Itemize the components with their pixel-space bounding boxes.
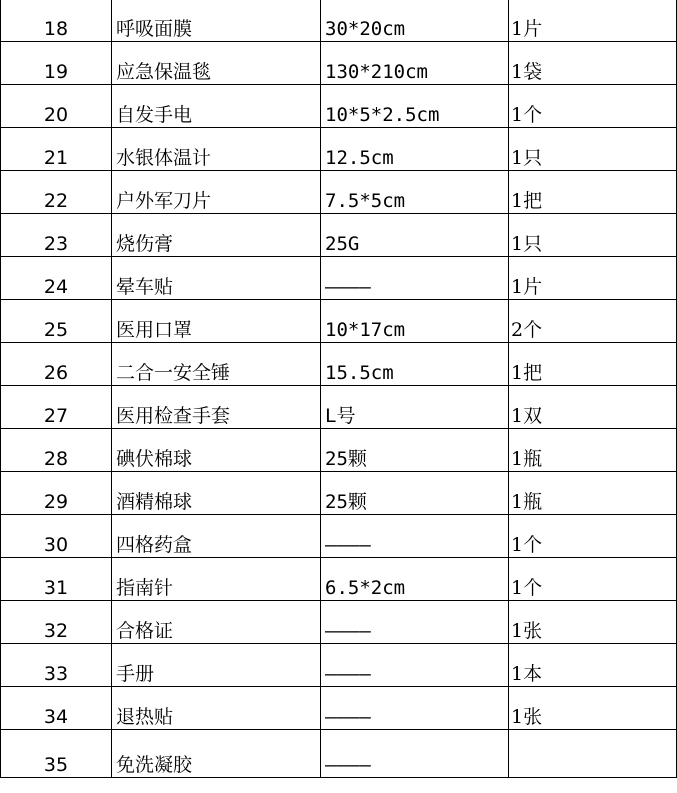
- item-number-cell: [1, 472, 112, 515]
- item-number: 33: [43, 663, 69, 685]
- item-spec: 7.5*5cm: [325, 190, 406, 212]
- item-name-cell: [112, 343, 321, 386]
- item-spec: 15.5cm: [325, 362, 394, 384]
- item-spec-cell: [321, 343, 509, 386]
- item-name: 手册: [116, 663, 155, 685]
- table-row: [1, 0, 677, 42]
- item-qty-cell: [509, 42, 677, 85]
- item-qty: 2个: [511, 319, 543, 341]
- item-name: 水银体温计: [116, 147, 212, 169]
- item-name: 医用口罩: [116, 319, 193, 341]
- item-spec-cell: [321, 429, 509, 472]
- item-table-body: [1, 0, 677, 778]
- item-name-cell: [112, 386, 321, 429]
- item-spec-cell: [321, 601, 509, 644]
- item-spec-cell: [321, 214, 509, 257]
- item-name: 合格证: [116, 620, 174, 642]
- table-row: [1, 644, 677, 687]
- item-spec: 10*17cm: [325, 319, 406, 341]
- item-spec: ————: [325, 620, 371, 642]
- item-qty-cell: [509, 257, 677, 300]
- table-row: [1, 429, 677, 472]
- item-number: 20: [43, 104, 69, 126]
- item-qty-cell: [509, 343, 677, 386]
- item-qty: 1个: [511, 534, 543, 556]
- item-qty: 1瓶: [511, 448, 543, 470]
- item-number: 24: [43, 276, 69, 298]
- item-qty: 1张: [511, 706, 543, 728]
- table-row: [1, 343, 677, 386]
- item-qty: 1个: [511, 577, 543, 599]
- item-spec-cell: [321, 257, 509, 300]
- item-number-cell: [1, 558, 112, 601]
- item-spec-cell: [321, 558, 509, 601]
- item-name: 指南针: [116, 577, 174, 599]
- item-number: 26: [43, 362, 69, 384]
- table-row: [1, 42, 677, 85]
- item-number-cell: [1, 171, 112, 214]
- item-name-cell: [112, 730, 321, 778]
- table-row: [1, 214, 677, 257]
- table-row: [1, 687, 677, 730]
- item-name: 四格药盒: [116, 534, 193, 556]
- item-qty-cell: [509, 300, 677, 343]
- item-spec: 6.5*2cm: [325, 577, 406, 599]
- item-qty-cell: [509, 0, 677, 42]
- item-number: 30: [43, 534, 69, 556]
- item-spec: 12.5cm: [325, 147, 394, 169]
- item-number-cell: [1, 601, 112, 644]
- item-qty-cell: [509, 85, 677, 128]
- item-name-cell: [112, 257, 321, 300]
- item-spec-cell: [321, 515, 509, 558]
- item-number-cell: [1, 42, 112, 85]
- item-spec: ————: [325, 754, 371, 776]
- item-qty-cell: [509, 515, 677, 558]
- item-number: 18: [43, 18, 69, 40]
- item-spec-cell: [321, 0, 509, 42]
- item-spec: L号: [325, 405, 356, 427]
- item-number: 27: [43, 405, 69, 427]
- item-number: 19: [43, 61, 69, 83]
- item-name-cell: [112, 171, 321, 214]
- item-number-cell: [1, 257, 112, 300]
- item-qty-cell: [509, 128, 677, 171]
- item-spec-cell: [321, 730, 509, 778]
- item-spec: ————: [325, 276, 371, 298]
- item-number: 22: [43, 190, 69, 212]
- table-row: [1, 85, 677, 128]
- item-qty: 1本: [511, 663, 543, 685]
- item-qty-cell: [509, 687, 677, 730]
- table-row: [1, 472, 677, 515]
- item-spec: 30*20cm: [325, 18, 406, 40]
- item-name: 自发手电: [116, 104, 193, 126]
- table-row: [1, 128, 677, 171]
- item-name: 应急保温毯: [116, 61, 212, 83]
- item-qty-cell: [509, 472, 677, 515]
- item-name: 酒精棉球: [116, 491, 193, 513]
- item-name: 免洗凝胶: [116, 754, 193, 776]
- item-spec: ————: [325, 534, 371, 556]
- item-number-cell: [1, 343, 112, 386]
- table-row: [1, 601, 677, 644]
- item-number-cell: [1, 386, 112, 429]
- item-qty: 1把: [511, 190, 543, 212]
- item-qty: 1把: [511, 362, 543, 384]
- item-number: 23: [43, 233, 69, 255]
- item-number: 29: [43, 491, 69, 513]
- item-name: 晕车贴: [116, 276, 174, 298]
- item-name-cell: [112, 644, 321, 687]
- item-spec-cell: [321, 85, 509, 128]
- item-spec: ————: [325, 663, 371, 685]
- table-row: [1, 386, 677, 429]
- item-qty-cell: [509, 730, 677, 778]
- item-name-cell: [112, 429, 321, 472]
- item-name-cell: [112, 85, 321, 128]
- item-name: 碘伏棉球: [116, 448, 193, 470]
- table-row: [1, 515, 677, 558]
- item-spec: 10*5*2.5cm: [325, 104, 440, 126]
- item-qty-cell: [509, 214, 677, 257]
- item-spec: 25G: [325, 233, 360, 255]
- item-number-cell: [1, 300, 112, 343]
- item-number: 35: [43, 754, 69, 776]
- item-number-cell: [1, 515, 112, 558]
- item-name-cell: [112, 601, 321, 644]
- item-spec-cell: [321, 472, 509, 515]
- item-qty: 1双: [511, 405, 543, 427]
- item-name-cell: [112, 472, 321, 515]
- item-qty: 1瓶: [511, 491, 543, 513]
- item-spec-cell: [321, 644, 509, 687]
- item-qty: 1片: [511, 18, 543, 40]
- item-spec: ————: [325, 706, 371, 728]
- item-name: 二合一安全锤: [116, 362, 231, 384]
- item-name-cell: [112, 42, 321, 85]
- item-spec: 25颗: [325, 491, 367, 513]
- item-qty-cell: [509, 601, 677, 644]
- item-qty: 1袋: [511, 61, 543, 83]
- item-number: 31: [43, 577, 69, 599]
- item-spec-cell: [321, 128, 509, 171]
- item-number-cell: [1, 687, 112, 730]
- item-name-cell: [112, 0, 321, 42]
- item-qty: 1个: [511, 104, 543, 126]
- table-row: [1, 558, 677, 601]
- item-number: 34: [43, 706, 69, 728]
- item-number: 28: [43, 448, 69, 470]
- item-number: 25: [43, 319, 69, 341]
- item-spec-cell: [321, 300, 509, 343]
- item-name-cell: [112, 214, 321, 257]
- item-name: 烧伤膏: [116, 233, 174, 255]
- item-qty-cell: [509, 386, 677, 429]
- item-spec: 130*210cm: [325, 61, 428, 83]
- item-number-cell: [1, 644, 112, 687]
- item-name: 退热贴: [116, 706, 174, 728]
- item-number-cell: [1, 128, 112, 171]
- table-row: [1, 171, 677, 214]
- item-qty: 1只: [511, 233, 543, 255]
- item-qty-cell: [509, 429, 677, 472]
- item-spec-cell: [321, 42, 509, 85]
- item-qty: 1片: [511, 276, 543, 298]
- item-number-cell: [1, 0, 112, 42]
- item-name-cell: [112, 515, 321, 558]
- item-qty: 1张: [511, 620, 543, 642]
- item-name-cell: [112, 300, 321, 343]
- item-spec-cell: [321, 687, 509, 730]
- item-name: 医用检查手套: [116, 405, 231, 427]
- item-name-cell: [112, 558, 321, 601]
- item-number: 32: [43, 620, 69, 642]
- table-row: [1, 257, 677, 300]
- table-row: [1, 730, 677, 778]
- item-number-cell: [1, 214, 112, 257]
- item-qty-cell: [509, 644, 677, 687]
- item-spec-cell: [321, 386, 509, 429]
- item-number-cell: [1, 429, 112, 472]
- item-number: 21: [43, 147, 69, 169]
- item-name: 户外军刀片: [116, 190, 212, 212]
- item-name-cell: [112, 128, 321, 171]
- item-spec: 25颗: [325, 448, 367, 470]
- item-spec-cell: [321, 171, 509, 214]
- item-qty: 1只: [511, 147, 543, 169]
- table-row: [1, 300, 677, 343]
- item-number-cell: [1, 730, 112, 778]
- item-name: 呼吸面膜: [116, 18, 193, 40]
- item-number-cell: [1, 85, 112, 128]
- item-name-cell: [112, 687, 321, 730]
- item-qty-cell: [509, 171, 677, 214]
- item-qty-cell: [509, 558, 677, 601]
